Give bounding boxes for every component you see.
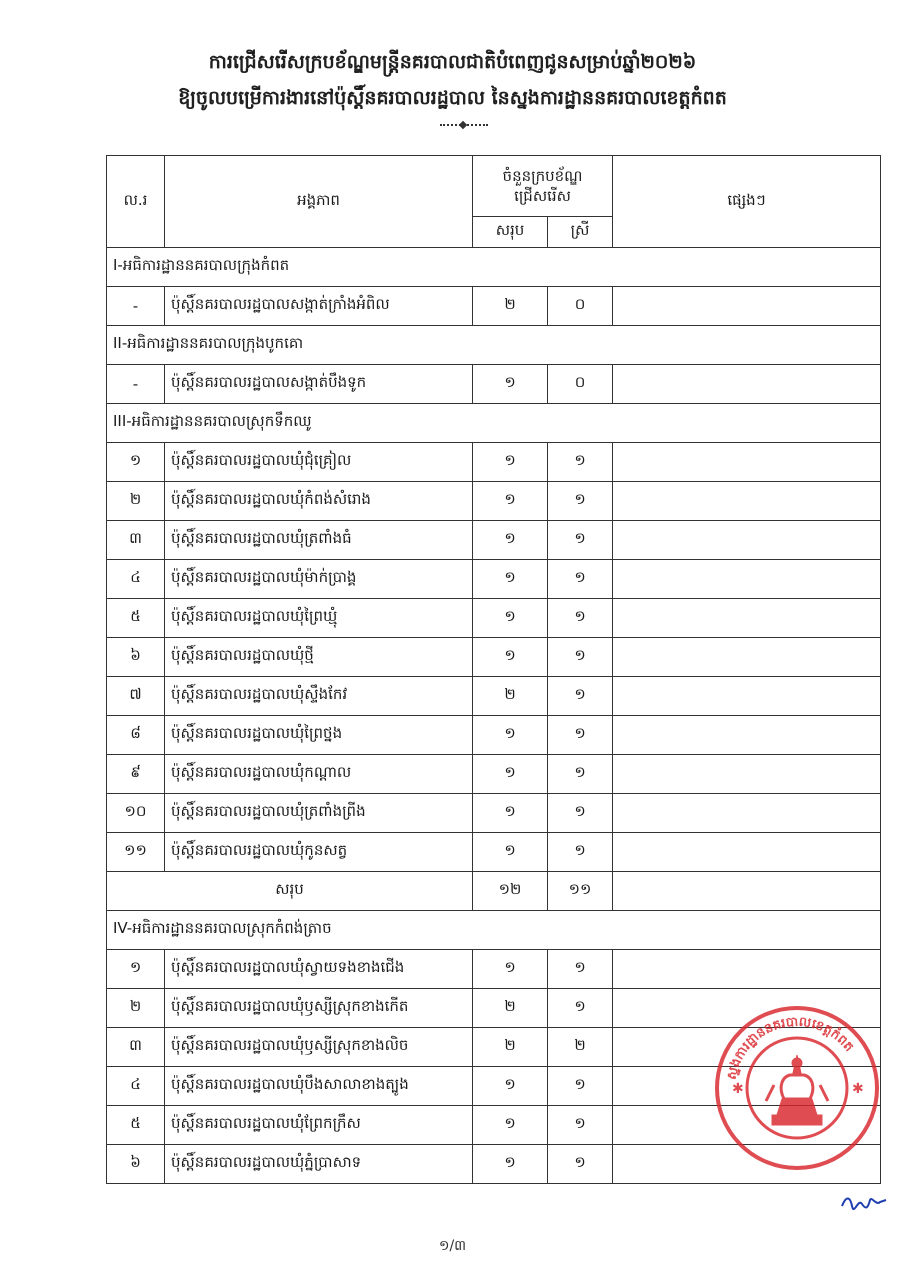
female-quota: ១ — [548, 1106, 613, 1145]
unit-name: ប៉ុស្តិ៍នគរបាលរដ្ឋបាលឃុំឫស្សីស្រុកខាងលិច — [165, 1028, 473, 1067]
unit-name: ប៉ុស្តិ៍នគរបាលរដ្ឋបាលឃុំព្រៃឃ្មុំ — [165, 599, 473, 638]
section-header-row — [107, 248, 881, 287]
total-quota: ១ — [473, 716, 548, 755]
other-note — [613, 287, 881, 326]
female-quota: ១ — [548, 677, 613, 716]
subtotal-female: ១១ — [548, 872, 613, 911]
total-quota: ១ — [473, 1067, 548, 1106]
table-row — [107, 560, 881, 599]
female-quota: ១ — [548, 755, 613, 794]
table-row — [107, 716, 881, 755]
row-number: ៤ — [107, 560, 165, 599]
unit-name: ប៉ុស្តិ៍នគរបាលរដ្ឋបាលឃុំព្រែកក្រឹស — [165, 1106, 473, 1145]
unit-name: ប៉ុស្តិ៍នគរបាលរដ្ឋបាលឃុំម៉ាក់ប្រាង្គ — [165, 560, 473, 599]
total-quota: ២ — [473, 287, 548, 326]
col-header-quota: ចំនួនក្របខ័ណ្ឌ ជ្រើសរើស — [473, 156, 613, 217]
document-title: ការជ្រើសរើសក្របខ័ណ្ឌមន្ត្រីនគរបាលជាតិបំពេញជូនសម្រាប់ឆ្នាំ២០២៦ — [208, 51, 697, 73]
row-number: ៦ — [107, 638, 165, 677]
other-note — [613, 755, 881, 794]
row-number: ១ — [107, 443, 165, 482]
seal-text: ស្នងការដ្ឋាននគរបាលខេត្តកំពត — [724, 1014, 857, 1082]
female-quota: ១ — [548, 482, 613, 521]
col-header-other: ផ្សេងៗ — [613, 156, 881, 248]
total-quota: ១ — [473, 794, 548, 833]
subtotal-label: សរុប — [107, 872, 473, 911]
female-quota: ១ — [548, 950, 613, 989]
handwritten-signature-icon — [840, 1192, 888, 1214]
female-quota: ១ — [548, 989, 613, 1028]
other-note — [613, 833, 881, 872]
subtotal-total: ១២ — [473, 872, 548, 911]
page-number: ១/៣ — [438, 1238, 467, 1254]
table-row — [107, 677, 881, 716]
row-number: ៣ — [107, 1028, 165, 1067]
total-quota: ១ — [473, 1106, 548, 1145]
female-quota: ១ — [548, 521, 613, 560]
col-header-unit: អង្គភាព — [165, 156, 473, 248]
row-number: ១ — [107, 950, 165, 989]
row-number: ៩ — [107, 755, 165, 794]
female-quota: ១ — [548, 638, 613, 677]
unit-name: ប៉ុស្តិ៍នគរបាលរដ្ឋបាលឃុំព្រៃថ្នង — [165, 716, 473, 755]
table-row — [107, 638, 881, 677]
female-quota: ១ — [548, 716, 613, 755]
section-title: III-អធិការដ្ឋាននគរបាលស្រុកទឹកឈូ — [107, 404, 881, 443]
row-number: ២ — [107, 989, 165, 1028]
unit-name: ប៉ុស្តិ៍នគរបាលរដ្ឋបាលឃុំកណ្តាល — [165, 755, 473, 794]
total-quota: ១ — [473, 365, 548, 404]
female-quota: ១ — [548, 560, 613, 599]
row-number: ១០ — [107, 794, 165, 833]
other-note — [613, 794, 881, 833]
female-quota: ២ — [548, 1028, 613, 1067]
table-row — [107, 833, 881, 872]
unit-name: ប៉ុស្តិ៍នគរបាលរដ្ឋបាលឃុំត្រពាំងព្រីង — [165, 794, 473, 833]
other-note — [613, 950, 881, 989]
total-quota: ១ — [473, 1145, 548, 1184]
table-row — [107, 755, 881, 794]
row-number: ១១ — [107, 833, 165, 872]
section-header-row — [107, 404, 881, 443]
table-row — [107, 482, 881, 521]
female-quota: ១ — [548, 833, 613, 872]
official-seal-icon — [712, 1003, 882, 1173]
female-quota: ១ — [548, 1145, 613, 1184]
section-title: IV-អធិការដ្ឋាននគរបាលស្រុកកំពង់ត្រាច — [107, 911, 881, 950]
other-note — [613, 482, 881, 521]
section-header-row — [107, 911, 881, 950]
female-quota: ០ — [548, 365, 613, 404]
unit-name: ប៉ុស្តិ៍នគរបាលរដ្ឋបាលឃុំបឹងសាលាខាងត្បូង — [165, 1067, 473, 1106]
row-number: ៧ — [107, 677, 165, 716]
row-number: ៥ — [107, 1106, 165, 1145]
total-quota: ២ — [473, 1028, 548, 1067]
unit-name: ប៉ុស្តិ៍នគរបាលរដ្ឋបាលឃុំស្ទឹងកែវ — [165, 677, 473, 716]
unit-name: ប៉ុស្តិ៍នគរបាលរដ្ឋបាលឃុំឫស្សីស្រុកខាងកើត — [165, 989, 473, 1028]
row-number: ៣ — [107, 521, 165, 560]
female-quota: ១ — [548, 794, 613, 833]
female-quota: ១ — [548, 443, 613, 482]
row-number: - — [107, 365, 165, 404]
unit-name: ប៉ុស្តិ៍នគរបាលរដ្ឋបាលឃុំត្រពាំងធំ — [165, 521, 473, 560]
unit-name: ប៉ុស្តិ៍នគរបាលរដ្ឋបាលឃុំកូនសត្វ — [165, 833, 473, 872]
section-title: I-អធិការដ្ឋាននគរបាលក្រុងកំពត — [107, 248, 881, 287]
other-note — [613, 677, 881, 716]
row-number: ៥ — [107, 599, 165, 638]
unit-name: ប៉ុស្តិ៍នគរបាលរដ្ឋបាលសង្កាត់បឹងទូក — [165, 365, 473, 404]
table-row — [107, 950, 881, 989]
female-quota: ០ — [548, 287, 613, 326]
row-number: ៤ — [107, 1067, 165, 1106]
title-ornament-divider — [440, 124, 488, 126]
other-note — [613, 365, 881, 404]
other-note — [613, 560, 881, 599]
table-row — [107, 521, 881, 560]
female-quota: ១ — [548, 1067, 613, 1106]
unit-name: ប៉ុស្តិ៍នគរបាលរដ្ឋបាលឃុំស្វាយទងខាងជើង — [165, 950, 473, 989]
total-quota: ២ — [473, 677, 548, 716]
col-header-female: ស្រី — [548, 217, 613, 248]
total-quota: ១ — [473, 599, 548, 638]
col-header-no: ល.រ — [107, 156, 165, 248]
total-quota: ១ — [473, 950, 548, 989]
table-row — [107, 599, 881, 638]
total-quota: ១ — [473, 638, 548, 677]
table-row — [107, 287, 881, 326]
unit-name: ប៉ុស្តិ៍នគរបាលរដ្ឋបាលសង្កាត់ក្រាំងអំពិល — [165, 287, 473, 326]
col-header-total: សរុប — [473, 217, 548, 248]
subtotal-other — [613, 872, 881, 911]
svg-text:✱: ✱ — [852, 1081, 864, 1097]
section-title: II-អធិការដ្ឋាននគរបាលក្រុងបូកគោ — [107, 326, 881, 365]
table-row — [107, 365, 881, 404]
other-note — [613, 443, 881, 482]
total-quota: ១ — [473, 560, 548, 599]
subtotal-row — [107, 872, 881, 911]
row-number: ២ — [107, 482, 165, 521]
unit-name: ប៉ុស្តិ៍នគរបាលរដ្ឋបាលឃុំជុំគ្រៀល — [165, 443, 473, 482]
row-number: ៦ — [107, 1145, 165, 1184]
row-number: - — [107, 287, 165, 326]
total-quota: ១ — [473, 755, 548, 794]
svg-text:✱: ✱ — [732, 1081, 744, 1097]
row-number: ៨ — [107, 716, 165, 755]
total-quota: ១ — [473, 521, 548, 560]
total-quota: ១ — [473, 833, 548, 872]
svg-text:ស្នងការដ្ឋាននគរបាលខេត្តកំពត — [724, 1015, 856, 1081]
total-quota: ២ — [473, 989, 548, 1028]
other-note — [613, 521, 881, 560]
unit-name: ប៉ុស្តិ៍នគរបាលរដ្ឋបាលឃុំថ្មី — [165, 638, 473, 677]
section-header-row — [107, 326, 881, 365]
table-row — [107, 443, 881, 482]
total-quota: ១ — [473, 482, 548, 521]
unit-name: ប៉ុស្តិ៍នគរបាលរដ្ឋបាលឃុំភ្នំប្រាសាទ — [165, 1145, 473, 1184]
unit-name: ប៉ុស្តិ៍នគរបាលរដ្ឋបាលឃុំកំពង់សំរោង — [165, 482, 473, 521]
other-note — [613, 638, 881, 677]
table-row — [107, 794, 881, 833]
other-note — [613, 599, 881, 638]
total-quota: ១ — [473, 443, 548, 482]
document-subtitle: ឱ្យចូលបម្រើការងារនៅប៉ុស្តិ៍នគរបាលរដ្ឋបាល នៃស្នងការដ្ឋាននគរបាលខេត្តកំពត — [178, 87, 727, 109]
other-note — [613, 716, 881, 755]
female-quota: ១ — [548, 599, 613, 638]
